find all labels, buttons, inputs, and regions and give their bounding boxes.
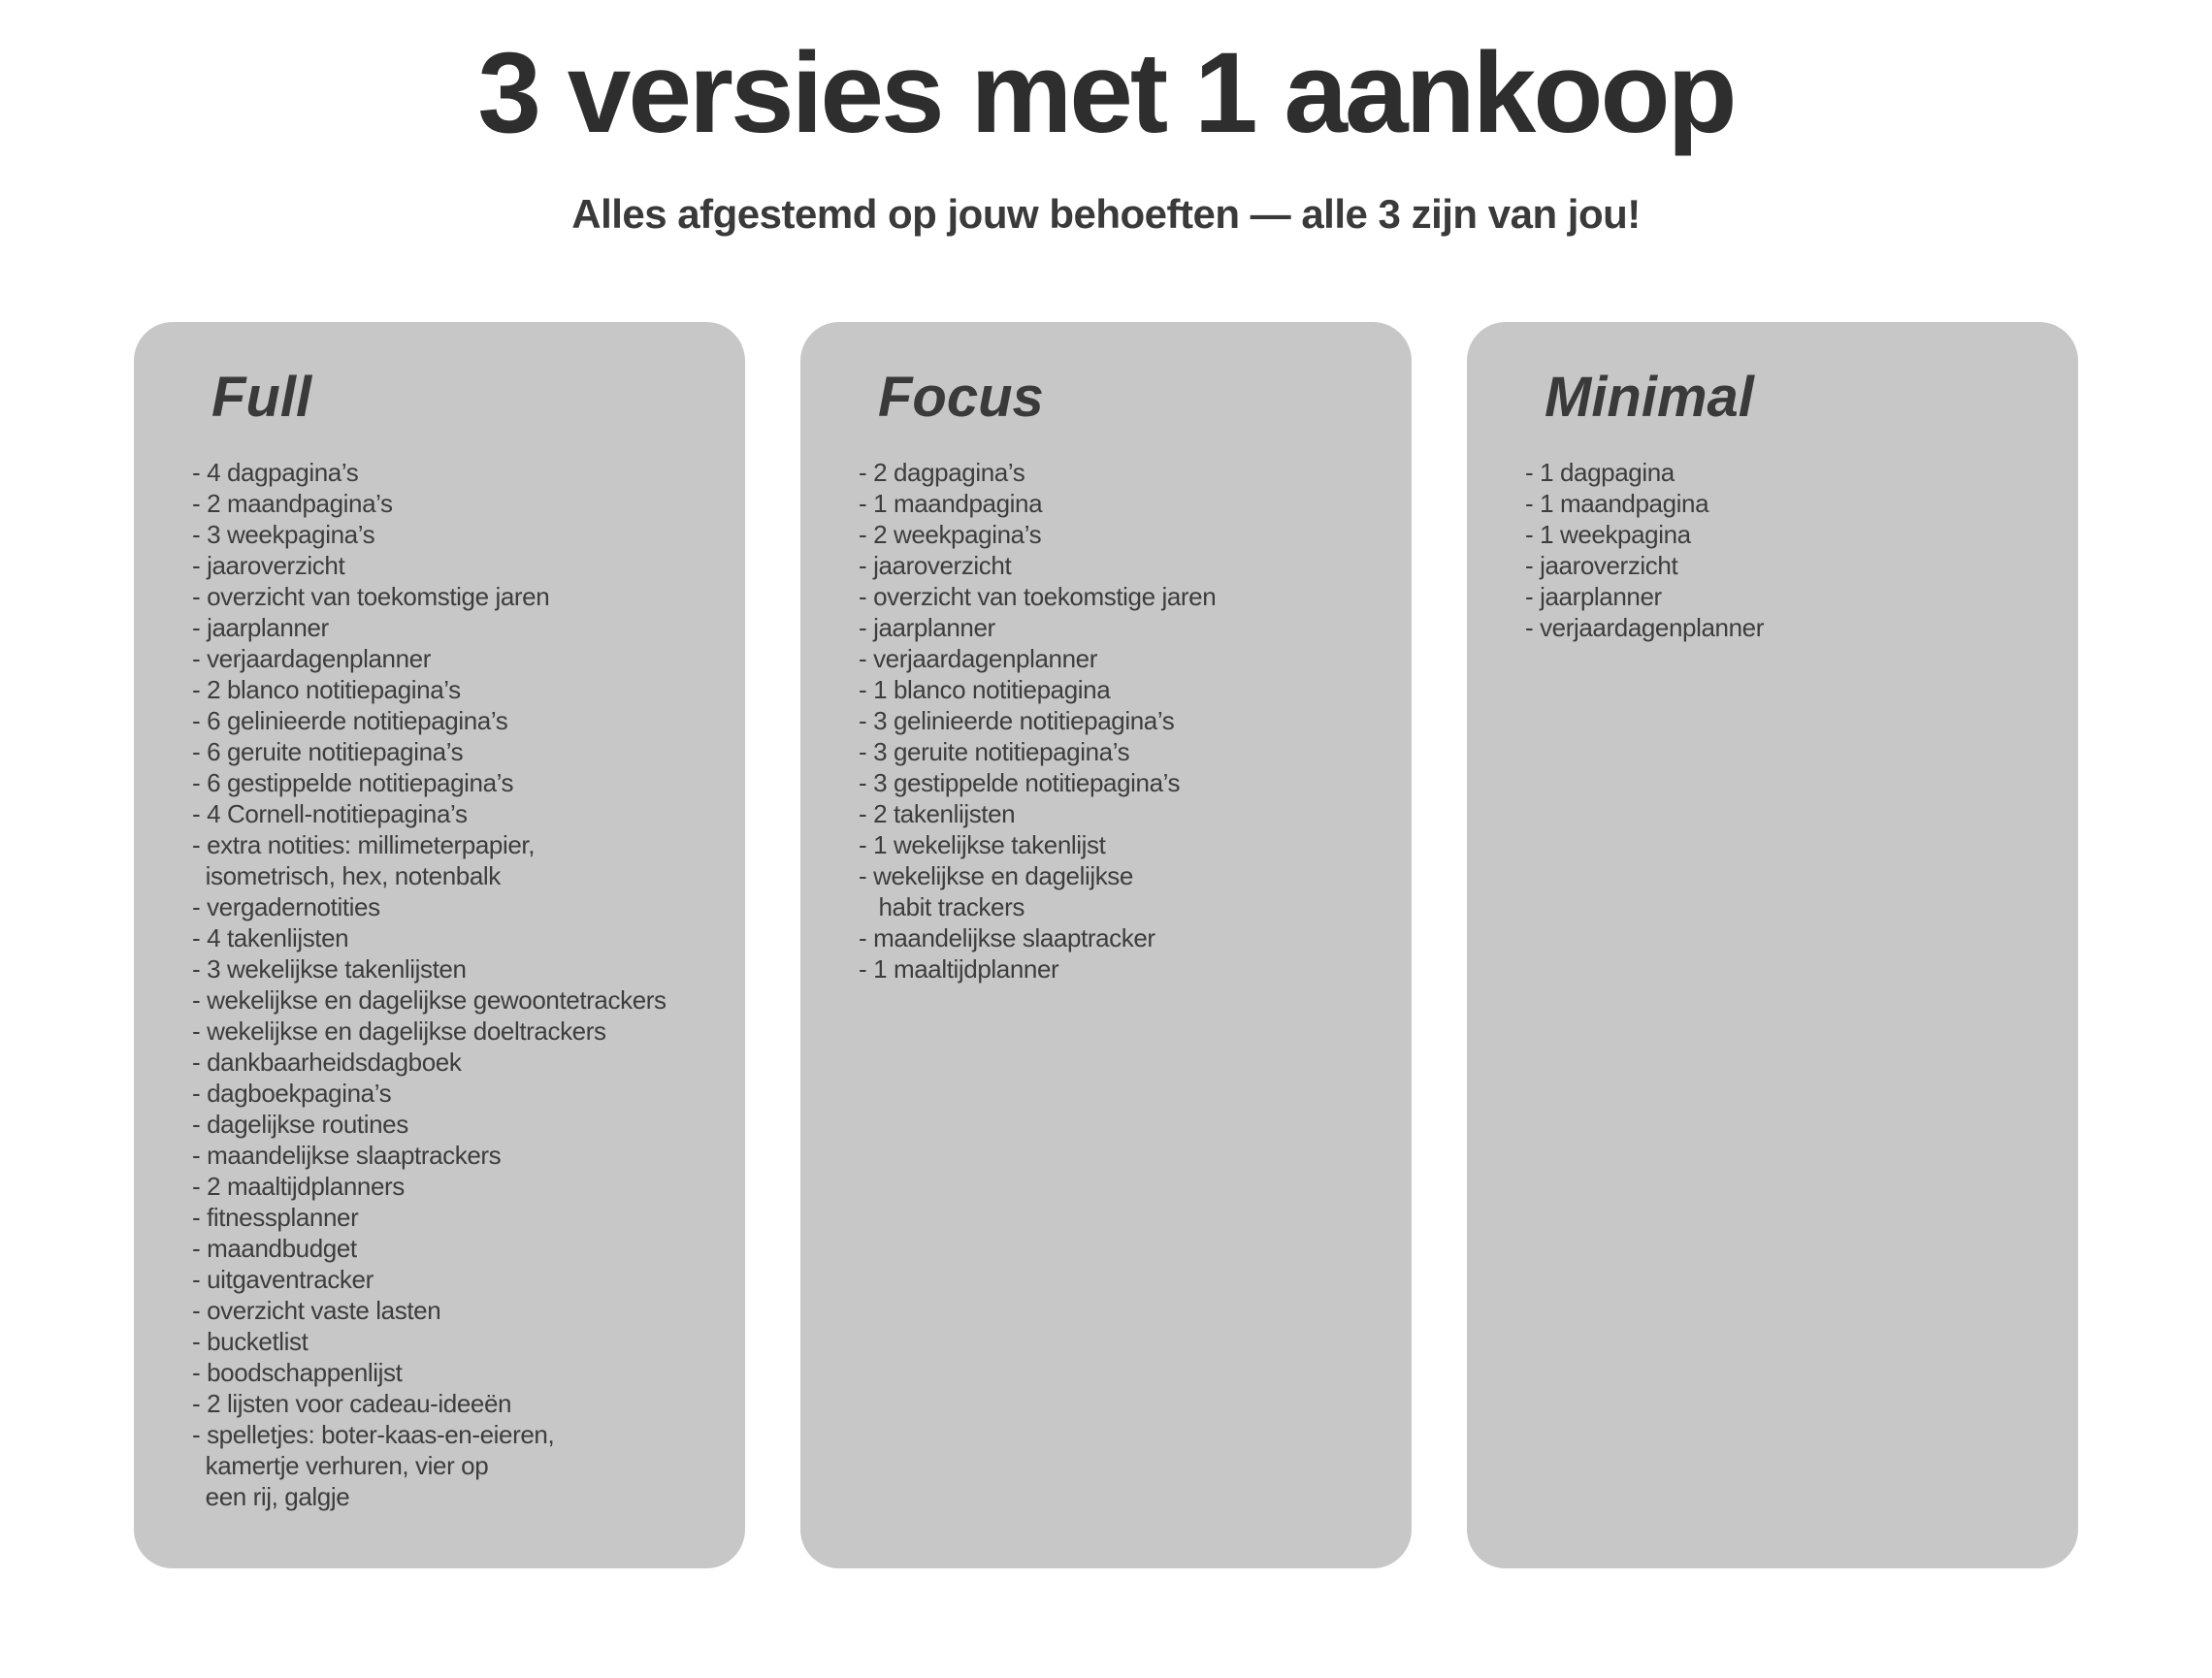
list-item: een rij, galgje	[192, 1481, 350, 1511]
list-item: - overzicht van toekomstige jaren	[859, 581, 1217, 611]
list-item: - 1 maaltijdplanner	[859, 953, 1059, 984]
list-item: - maandbudget	[192, 1233, 357, 1263]
list-item: - 1 weekpagina	[1525, 519, 1691, 549]
list-item: - bucketlist	[192, 1326, 309, 1356]
list-item: - 3 gestippelde notitiepagina’s	[859, 767, 1181, 797]
list-item: - spelletjes: boter-kaas-en-eieren,	[192, 1419, 555, 1449]
list-item: - 1 wekelijkse takenlijst	[859, 829, 1106, 859]
list-item: - 6 gelinieerde notitiepagina’s	[192, 705, 508, 735]
list-item: - vergadernotities	[192, 891, 380, 921]
list-item: - dagelijkse routines	[192, 1109, 408, 1139]
list-item: - 6 geruite notitiepagina’s	[192, 736, 464, 766]
list-item: - 2 blanco notitiepagina’s	[192, 674, 461, 704]
list-item: kamertje verhuren, vier op	[192, 1450, 489, 1480]
list-item: - wekelijkse en dagelijkse gewoontetrackers	[192, 984, 667, 1015]
list-item: - jaarplanner	[859, 612, 995, 642]
list-item: - jaaroverzicht	[192, 550, 345, 580]
version-card-title: Focus	[878, 365, 1044, 429]
version-card-title: Minimal	[1545, 365, 1754, 429]
list-item: - overzicht van toekomstige jaren	[192, 581, 550, 611]
list-item: - 2 maandpagina’s	[192, 488, 393, 518]
list-item: - 6 gestippelde notitiepagina’s	[192, 767, 514, 797]
list-item: - jaarplanner	[1525, 581, 1662, 611]
list-item: - jaaroverzicht	[859, 550, 1012, 580]
list-item: - 3 weekpagina’s	[192, 519, 375, 549]
version-card-list	[1525, 457, 2078, 643]
list-item: - fitnessplanner	[192, 1202, 359, 1232]
list-item: - 1 maandpagina	[859, 488, 1043, 518]
page-title: 3 versies met 1 aankoop	[477, 29, 1735, 157]
list-item: - jaarplanner	[192, 612, 329, 642]
version-card-list	[192, 457, 745, 1512]
list-item: - 1 blanco notitiepagina	[859, 674, 1111, 704]
list-item: - maandelijkse slaaptracker	[859, 922, 1155, 952]
version-card	[800, 322, 1412, 1568]
version-card-title: Full	[211, 365, 312, 429]
list-item: - verjaardagenplanner	[859, 643, 1097, 673]
list-item: - 3 geruite notitiepagina’s	[859, 736, 1130, 766]
list-item: - verjaardagenplanner	[192, 643, 431, 673]
version-card	[1467, 322, 2078, 1568]
page-header	[0, 19, 2212, 241]
list-item: - wekelijkse en dagelijkse	[859, 860, 1133, 890]
list-item: - verjaardagenplanner	[1525, 612, 1764, 642]
version-card-list	[859, 457, 1412, 984]
version-cards	[0, 322, 2212, 1568]
list-item: - 2 lijsten voor cadeau-ideeën	[192, 1388, 512, 1418]
list-item: - 3 wekelijkse takenlijsten	[192, 953, 467, 984]
list-item: - dagboekpagina’s	[192, 1078, 392, 1108]
list-item: - 4 Cornell-notitiepagina’s	[192, 798, 468, 828]
list-item: - 4 dagpagina’s	[192, 457, 359, 487]
list-item: habit trackers	[859, 891, 1025, 921]
list-item: - 1 maandpagina	[1525, 488, 1709, 518]
list-item: - 2 dagpagina’s	[859, 457, 1025, 487]
list-item: - overzicht vaste lasten	[192, 1295, 441, 1325]
list-item: - 4 takenlijsten	[192, 922, 349, 952]
list-item: - maandelijkse slaaptrackers	[192, 1140, 502, 1170]
list-item: - 2 takenlijsten	[859, 798, 1016, 828]
version-card	[134, 322, 745, 1568]
list-item: - boodschappenlijst	[192, 1357, 403, 1387]
page-subtitle: Alles afgestemd op jouw behoeften — alle 3 zijn van jou!	[571, 191, 1641, 238]
list-item: - 3 gelinieerde notitiepagina’s	[859, 705, 1175, 735]
list-item: - wekelijkse en dagelijkse doeltrackers	[192, 1016, 606, 1046]
list-item: - jaaroverzicht	[1525, 550, 1678, 580]
list-item: - 2 maaltijdplanners	[192, 1171, 405, 1201]
list-item: - 1 dagpagina	[1525, 457, 1675, 487]
list-item: - 2 weekpagina’s	[859, 519, 1042, 549]
list-item: isometrisch, hex, notenbalk	[192, 860, 501, 890]
list-item: - uitgaventracker	[192, 1264, 374, 1294]
list-item: - dankbaarheidsdagboek	[192, 1047, 462, 1077]
list-item: - extra notities: millimeterpapier,	[192, 829, 536, 859]
